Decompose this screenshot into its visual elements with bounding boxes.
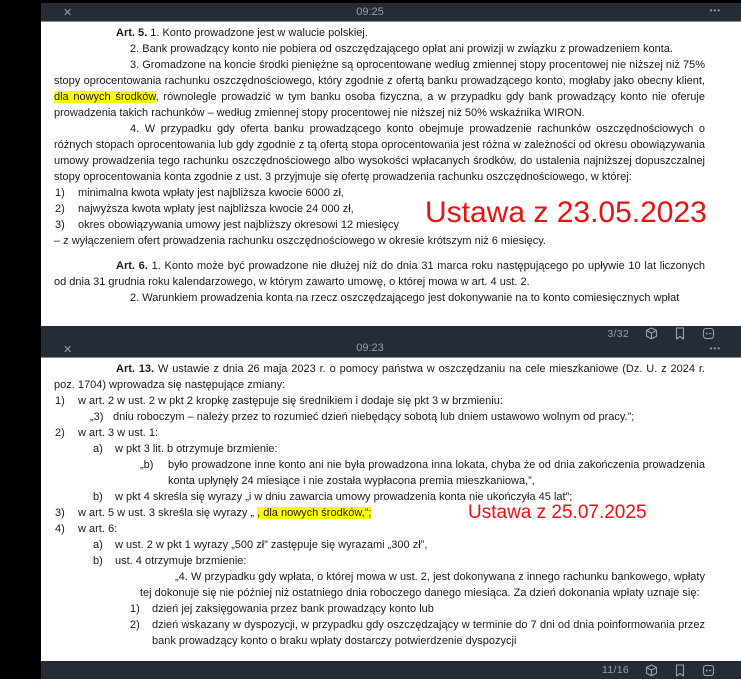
quoted-item: „3) dniu roboczym – należy przez to rozumieć dzień niebędący sobotą lub dniem ustawowo wolnym od pracy.”; — [90, 411, 635, 423]
paragraph: – z wyłączeniem ofert prowadzenia rachunku oszczędnościowego w okresie krótszym niż 6 miesięcy. — [54, 235, 546, 247]
list-marker: 2) — [55, 427, 65, 439]
list-marker: 3) — [55, 507, 65, 519]
list-marker: 1) — [130, 603, 140, 615]
list-item: 1) w art. 2 w ust. 2 w pkt 2 kropkę zastępuje się średnikiem i dodaje się pkt 3 w brzmieniu: — [55, 395, 503, 407]
statusbar — [41, 326, 741, 341]
titlebar — [41, 0, 741, 22]
document-text — [41, 22, 741, 306]
list-marker: 1) — [55, 395, 65, 407]
article-number: Art. 6. — [116, 260, 148, 272]
paragraph: 4. W przypadku gdy oferta banku prowadzącego konto obejmuje prowadzenie rachunków oszczędnościowych o różnych stopach oprocentowania lub gdy zgodnie z tą ofertą stopa oprocentowania jest różna w zależności od okresu obowiązywania umowy prowadzenia tego rachunku oszczędnościowego albo wysokości wpłacanych środków, do ustalenia najniższej dopuszczalnej stopy oprocentowania konta zgodnie z ust. 3 przyjmuje się ofertę prowadzenia rachunku oszczędnościowego, w której: — [54, 123, 705, 183]
bookmark-icon[interactable] — [674, 327, 686, 340]
list-item: 2) w art. 3 w ust. 1: — [55, 427, 159, 439]
document-page — [41, 22, 741, 326]
page-indicator: 11/16 — [602, 664, 629, 676]
list-marker: 3) — [55, 219, 65, 231]
quoted-paragraph: „4. W przypadku gdy wpłata, o której mowa w ust. 2, jest dokonywana z innego rachunku bankowego, wpłaty tej dokonuje się nie później niż ostatniego dnia roboczego danego miesiąca. Za dzień dokonania wpłaty uznaje się: — [140, 571, 705, 599]
cube-view-icon[interactable] — [645, 327, 658, 340]
close-icon[interactable]: ✕ — [63, 7, 73, 20]
reader-window-bottom — [41, 341, 741, 679]
list-item: 2) najwyższa kwota wpłaty jest najbliższa kwocie 24 000 zł, — [55, 203, 354, 215]
paragraph: 2. Bank prowadzący konto nie pobiera od oszczędzającego opłat ani prowizji w związku z prowadzeniem konta. — [130, 43, 673, 55]
list-item: a) w ust. 2 w pkt 1 wyrazy „500 zł” zastępuje się wyrazami „300 zł”, — [93, 539, 428, 551]
paragraph: Art. 13. W ustawie z dnia 26 maja 2023 r. o pomocy państwa w oszczędzaniu na cele mieszkaniowe (Dz. U. z 2024 r. poz. 1704) wprowadza się następujące zmiany: — [54, 363, 705, 391]
clock-time: 09:23 — [356, 342, 384, 354]
close-icon[interactable]: ✕ — [63, 344, 73, 357]
annotation-ustawa-2025: Ustawa z 25.07.2025 — [468, 502, 647, 523]
list-item: 4) w art. 6: — [55, 523, 118, 535]
reader-window-top — [41, 0, 741, 341]
paragraph: 3. Gromadzone na koncie środki pieniężne są oprocentowane według zmiennej stopy procentowej nie niższej niż 75% stopy oprocentowania rachunku oszczędnościowego, który zgodnie z ofertą banku prowadzącego konto, mogłaby jako obecny klient, dla nowych środków, równolegle prowadzić w tym banku osoba fizyczna, a w przypadku gdy bank prowadzący konto nie oferuje prowadzenia takich rachunków – według zmiennej stopy procentowej nie niższej niż 50% wskaźnika WIRON. — [54, 59, 705, 119]
list-item: 1) minimalna kwota wpłaty jest najbliższa kwocie 6000 zł, — [55, 187, 344, 199]
paragraph: Art. 6. 1. Konto może być prowadzone nie dłużej niż do dnia 31 marca roku następującego po upływie 10 lat liczonych od dnia 31 grudnia roku kalendarzowego, w którym zawarto umowę, o której mowa w art. 4 ust. 2. — [54, 260, 705, 288]
list-marker: „3) — [90, 411, 104, 423]
overflow-menu-icon[interactable]: ••• — [709, 5, 721, 15]
comments-icon[interactable] — [702, 664, 715, 677]
list-item: 1) dzień jej zaksięgowania przez bank prowadzący konto lub — [130, 603, 434, 615]
paragraph: 2. Warunkiem prowadzenia konta na rzecz oszczędzającego jest dokonywanie na to konto comiesięcznych wpłat — [130, 292, 680, 304]
statusbar — [41, 661, 741, 679]
list-item: b) w pkt 4 skreśla się wyrazy „i w dniu zawarcia umowy prowadzenia konta nie ukończyła 45 lat”; — [93, 491, 573, 503]
list-item: 3) w art. 5 w ust. 3 skreśla się wyrazy „ , dla nowych środków,”; — [55, 507, 372, 519]
overflow-menu-icon[interactable]: ••• — [709, 344, 721, 354]
list-item: b) ust. 4 otrzymuje brzmienie: — [93, 555, 247, 567]
highlight-dla-nowych-srodkow: dla nowych środków — [54, 91, 156, 103]
list-marker: 4) — [55, 523, 65, 535]
list-marker: a) — [93, 539, 103, 551]
document-page — [41, 358, 741, 661]
quoted-item: „b) było prowadzone inne konto ani nie była prowadzona inna lokata, chyba że od dnia zakończenia prowadzenia konta upłynęły 24 miesiące i nie została wypłacona premia mieszkaniowa,”, — [140, 459, 705, 487]
cube-view-icon[interactable] — [645, 664, 658, 677]
article-number: Art. 13. — [116, 363, 155, 375]
list-marker: 1) — [55, 187, 65, 199]
list-marker: 2) — [130, 619, 140, 631]
list-item: a) w pkt 3 lit. b otrzymuje brzmienie: — [93, 443, 278, 455]
article-number: Art. 5. — [116, 27, 148, 39]
paragraph: Art. 5. 1. Konto prowadzone jest w walucie polskiej. — [116, 27, 368, 39]
comments-icon[interactable] — [702, 327, 715, 340]
titlebar — [41, 341, 741, 358]
page-indicator: 3/32 — [607, 327, 629, 340]
list-marker: „b) — [140, 459, 154, 471]
list-item: 2) dzień wskazany w dyspozycji, w przypadku gdy oszczędzający w terminie do 7 dni od dnia poinformowania przez bank prowadzący konto o braku wpłaty dostarczy potwierdzenie dyspozycji — [130, 619, 705, 647]
list-marker: b) — [93, 555, 103, 567]
list-marker: b) — [93, 491, 103, 503]
clock-time: 09:25 — [356, 5, 384, 18]
list-marker: 2) — [55, 203, 65, 215]
highlight-dla-nowych-srodkow: , dla nowych środków,”; — [257, 507, 372, 519]
annotation-ustawa-2023: Ustawa z 23.05.2023 — [425, 196, 707, 229]
bookmark-icon[interactable] — [674, 664, 686, 677]
list-item: 3) okres obowiązywania umowy jest najbliższy okresowi 12 miesięcy — [55, 219, 399, 231]
list-marker: a) — [93, 443, 103, 455]
